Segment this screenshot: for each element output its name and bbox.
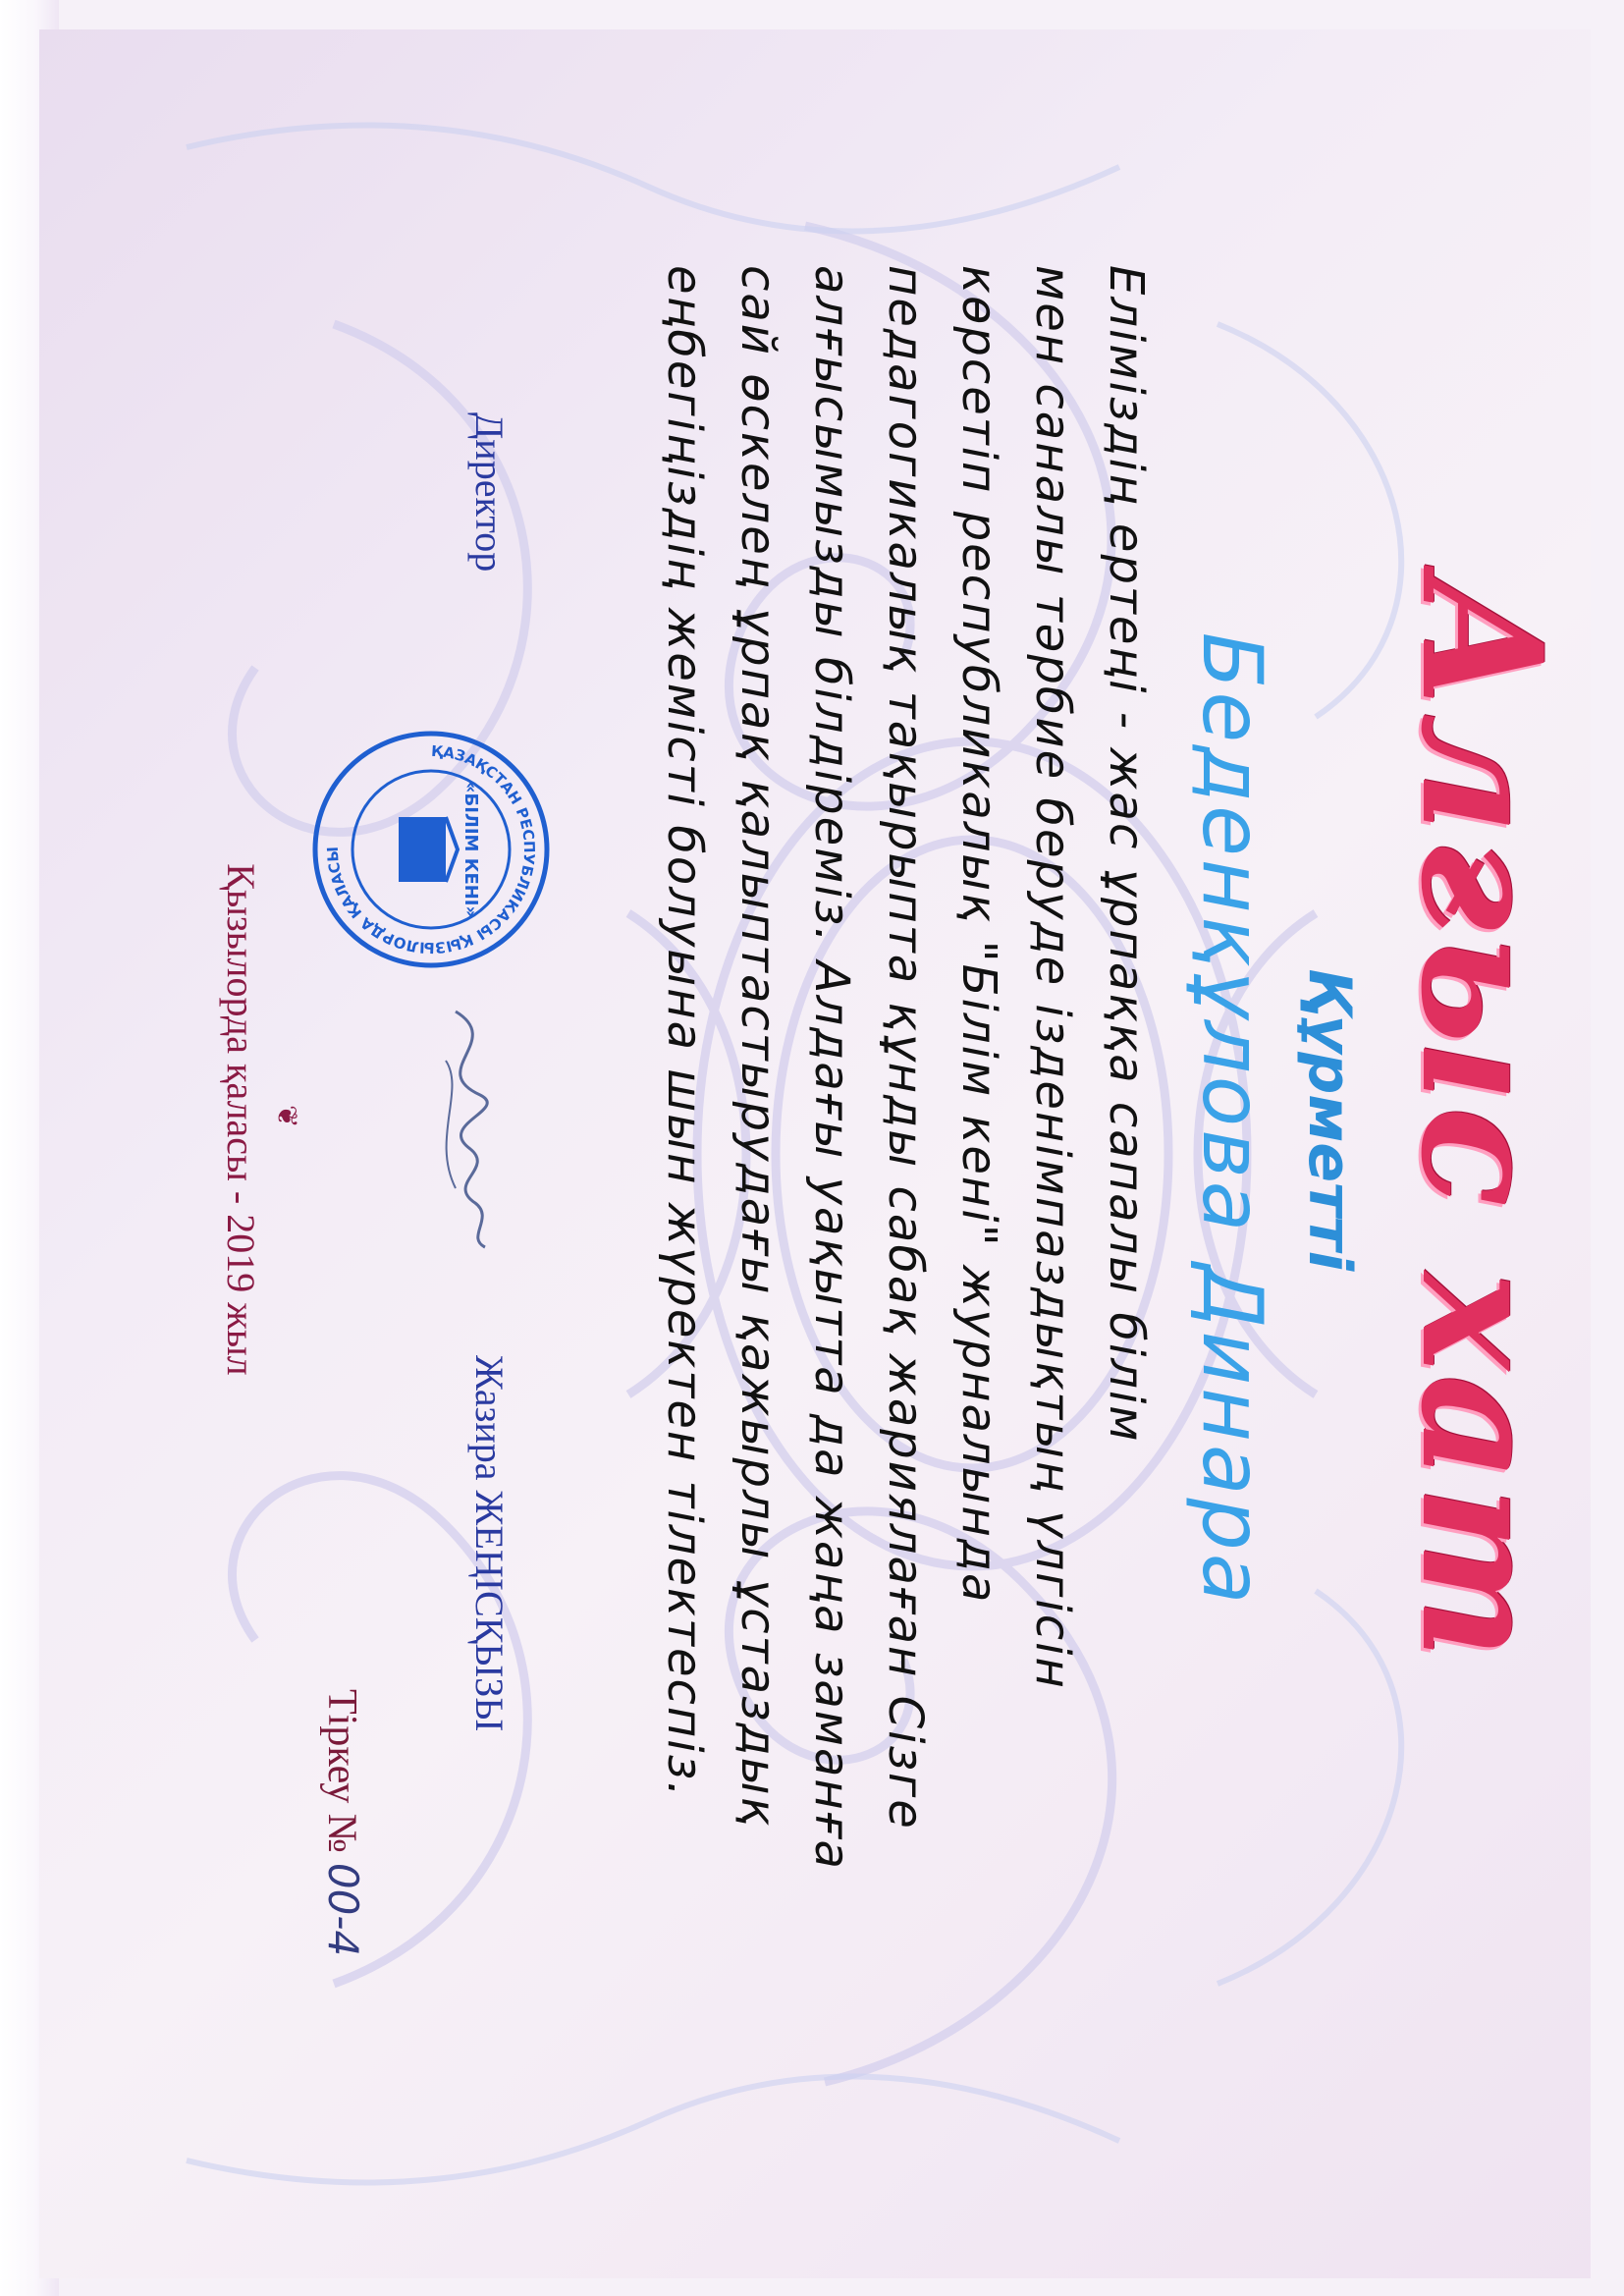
body-line: педагогикалық тақырыпта құнды сабақ жариялаған Сізге [878, 265, 933, 1831]
certificate-content [102, 39, 1579, 2200]
registration [318, 1689, 367, 1956]
organization-stamp [308, 727, 554, 972]
director-name: Жазира ЖЕҢІСҚЫЗЫ [467, 1355, 512, 1732]
flower-ornament-icon: ❦ [271, 1105, 303, 1128]
stamp-ring-text: ҚАЗАҚСТАН РЕСПУБЛИКАСЫ ҚЫЗЫЛОРДА ҚАЛАСЫ [323, 741, 539, 957]
registration-number: 00-4 [319, 1862, 367, 1957]
body-line: мен саналы тәрбие беруде ізденімпаздықтың үлгісін [1025, 265, 1080, 1690]
recipient-name: Беденқұлова Динара [1184, 631, 1280, 1608]
registration-label: Тіркеу № [319, 1689, 364, 1853]
director-label: Директор [467, 412, 512, 573]
certificate-sheet [39, 29, 1591, 2278]
salutation: Құрметті [1295, 967, 1364, 1272]
body-line: Еліміздің ертеңі - жас ұрпаққа сапалы білім [1099, 265, 1154, 1444]
body-line: көрсетіп республикалық "Білім кені" журналында [951, 265, 1006, 1605]
body-line: алғысымызды білдіреміз. Алдағы уақытта да жаңа заманға [804, 265, 859, 1871]
city-year: Қызылорда қаласы - 2019 жыл [219, 863, 263, 1376]
body-line: еңбегіңіздің жемісті болуына шын жүректен тілектеспіз. [657, 265, 712, 1799]
certificate-title: Алғыс хат [1384, 574, 1579, 1665]
stamp-center-text: «БІЛІМ КЕНІ» [460, 781, 481, 918]
body-line: сай өскелең ұрпақ қалыптастырудағы қажырлы ұстаздық [731, 265, 785, 1828]
director-signature [416, 1002, 524, 1257]
certificate-body [647, 265, 1163, 1994]
book-icon [399, 817, 446, 882]
